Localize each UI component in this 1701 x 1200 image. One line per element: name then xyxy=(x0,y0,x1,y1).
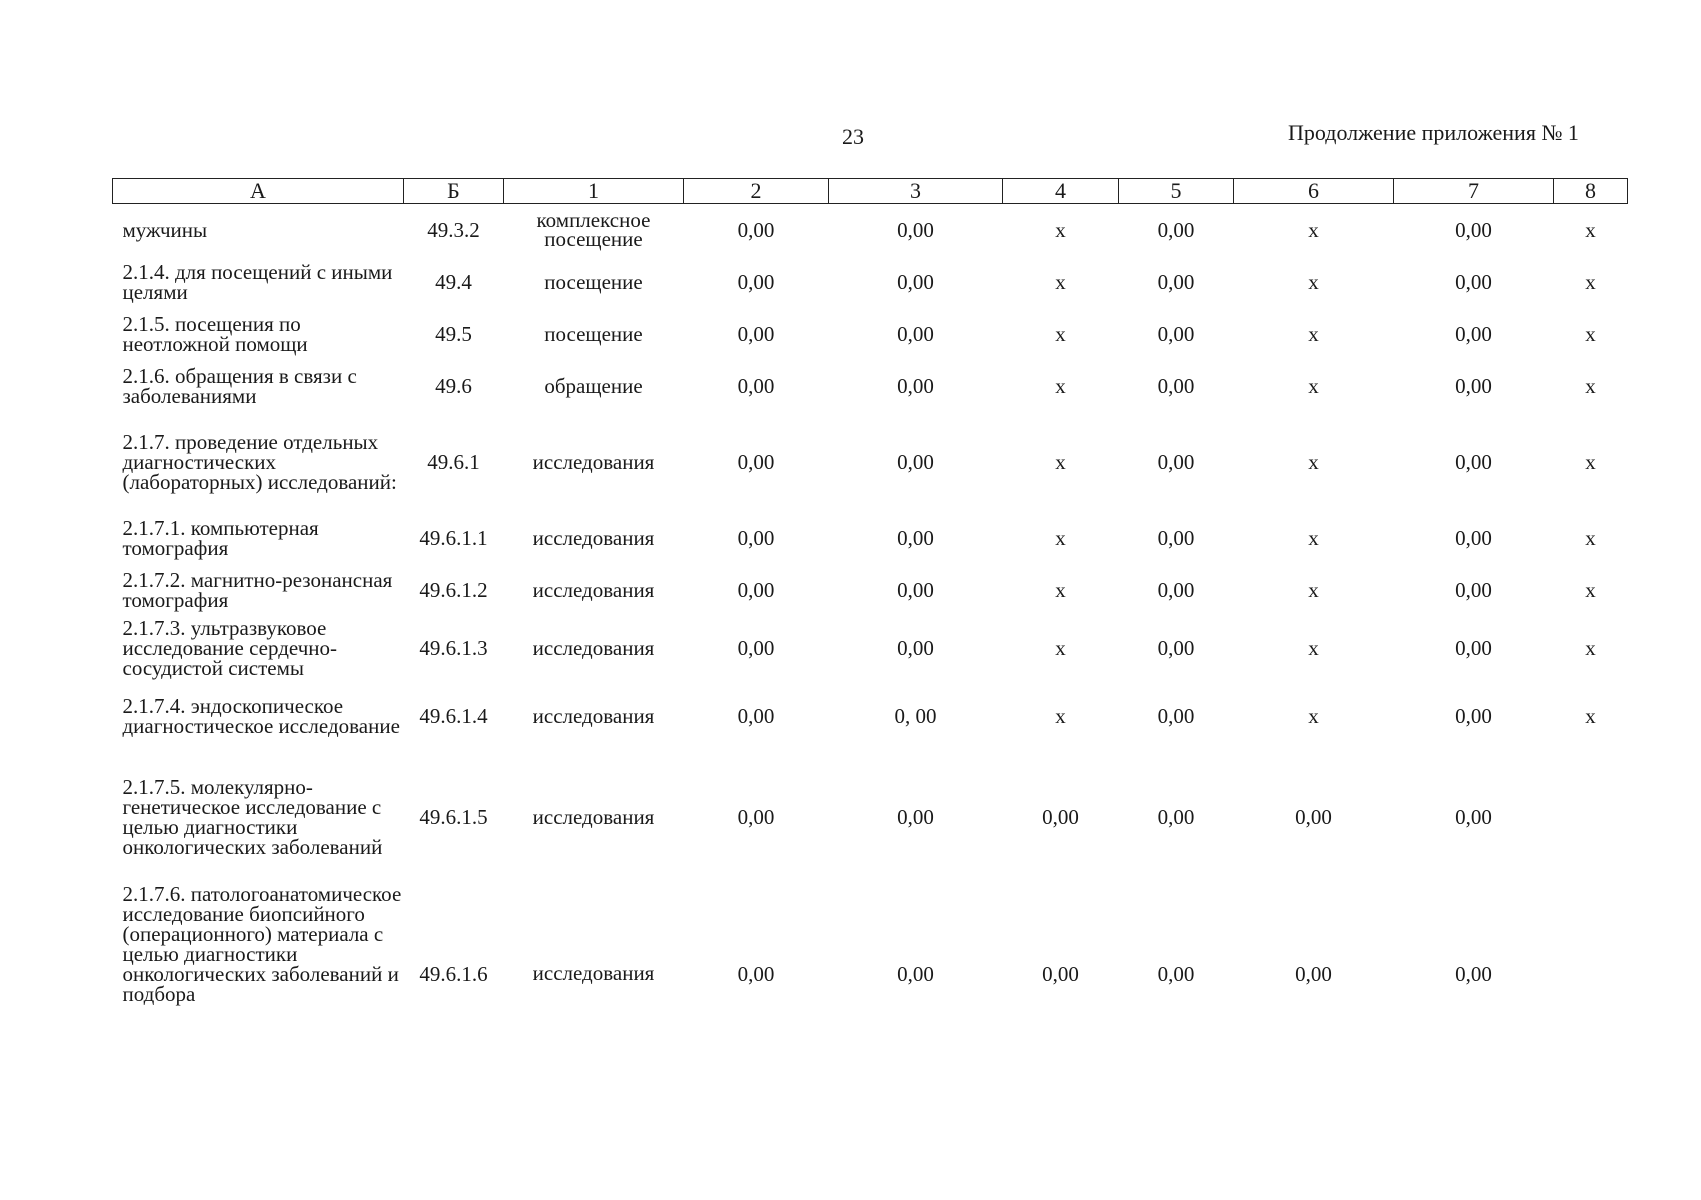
row-col-8: х xyxy=(1585,704,1596,728)
row-col-8 xyxy=(1554,882,1628,1160)
row-col-4: х xyxy=(1055,270,1066,294)
continuation-note: Продолжение приложения № 1 xyxy=(1288,120,1579,145)
table-row xyxy=(113,512,1628,564)
row-col-5: 0,00 xyxy=(1157,962,1195,986)
row-unit: посещение xyxy=(544,321,643,346)
row-col-4: х xyxy=(1055,526,1066,550)
table-row xyxy=(113,752,1628,882)
row-col-7: 0,00 xyxy=(1455,578,1492,602)
table-row xyxy=(113,256,1628,308)
row-col-7: 0,00 xyxy=(1455,450,1492,474)
row-col-2: 0,00 xyxy=(737,962,775,986)
row-col-7: 0,00 xyxy=(1455,805,1492,829)
row-col-2: 0,00 xyxy=(737,578,775,602)
row-col-2: 0,00 xyxy=(737,218,775,242)
row-col-5: 0,00 xyxy=(1157,270,1195,294)
column-header-3: 3 xyxy=(829,179,1003,204)
table-row xyxy=(113,616,1628,680)
row-col-8: х xyxy=(1585,218,1596,242)
row-col-8: х xyxy=(1585,374,1596,398)
row-col-6: 0,00 xyxy=(1295,962,1332,986)
row-col-8 xyxy=(1554,752,1628,882)
row-col-5: 0,00 xyxy=(1157,374,1195,398)
row-col-5: 0,00 xyxy=(1157,704,1195,728)
row-col-4: х xyxy=(1055,450,1066,474)
row-code: 49.6.1.5 xyxy=(419,805,488,829)
row-col-7: 0,00 xyxy=(1455,636,1492,660)
row-code: 49.3.2 xyxy=(427,218,480,242)
row-col-3: 0, 00 xyxy=(894,704,937,728)
row-col-2: 0,00 xyxy=(737,374,775,398)
row-col-6: 0,00 xyxy=(1295,805,1332,829)
row-col-6: х xyxy=(1308,526,1319,550)
row-name: 2.1.4. для посещений с иными целями xyxy=(122,260,393,304)
table-row xyxy=(113,680,1628,752)
row-code: 49.5 xyxy=(435,322,472,346)
row-col-7: 0,00 xyxy=(1455,270,1492,294)
row-col-4: х xyxy=(1055,374,1066,398)
table-row xyxy=(113,564,1628,616)
row-col-2: 0,00 xyxy=(737,322,775,346)
column-header-b: Б xyxy=(404,179,504,204)
row-col-4: 0,00 xyxy=(1042,962,1079,986)
row-col-6: х xyxy=(1308,322,1319,346)
row-col-8: х xyxy=(1585,450,1596,474)
row-col-2: 0,00 xyxy=(737,526,775,550)
row-col-2: 0,00 xyxy=(737,805,775,829)
row-col-6: х xyxy=(1308,218,1319,242)
row-col-5: 0,00 xyxy=(1157,322,1195,346)
table-row xyxy=(113,204,1628,257)
row-col-3: 0,00 xyxy=(897,526,934,550)
row-col-2: 0,00 xyxy=(737,450,775,474)
table-row xyxy=(113,360,1628,412)
row-col-8: х xyxy=(1585,578,1596,602)
row-col-6: х xyxy=(1308,374,1319,398)
row-col-6: х xyxy=(1308,270,1319,294)
row-col-4: 0,00 xyxy=(1042,805,1079,829)
row-col-3: 0,00 xyxy=(897,322,934,346)
row-name: 2.1.7. проведение отдельных диагностических (лабораторных) исследований: xyxy=(122,430,397,494)
row-code: 49.6.1 xyxy=(427,450,480,474)
row-unit: комплексное посещение xyxy=(536,208,651,251)
row-col-7: 0,00 xyxy=(1455,322,1492,346)
row-unit: исследования xyxy=(532,577,655,602)
row-code: 49.6 xyxy=(435,374,472,398)
row-name: мужчины xyxy=(122,218,208,242)
row-code: 49.6.1.3 xyxy=(419,636,488,660)
column-number-header-row xyxy=(113,179,1628,204)
row-col-3: 0,00 xyxy=(897,374,934,398)
row-col-7: 0,00 xyxy=(1455,526,1492,550)
row-col-8: х xyxy=(1585,270,1596,294)
row-col-3: 0,00 xyxy=(897,636,934,660)
row-name: 2.1.7.4. эндоскопическое диагностическое исследование xyxy=(122,694,400,738)
row-col-5: 0,00 xyxy=(1157,805,1195,829)
row-unit: исследования xyxy=(532,449,655,474)
row-col-6: х xyxy=(1308,636,1319,660)
row-col-5: 0,00 xyxy=(1157,450,1195,474)
row-name: 2.1.5. посещения по неотложной помощи xyxy=(122,312,308,356)
row-unit: обращение xyxy=(544,373,643,398)
row-col-4: х xyxy=(1055,218,1066,242)
row-col-2: 0,00 xyxy=(737,636,775,660)
row-name: 2.1.6. обращения в связи с заболеваниями xyxy=(122,364,357,408)
row-col-3: 0,00 xyxy=(897,578,934,602)
row-col-4: х xyxy=(1055,578,1066,602)
row-code: 49.6.1.1 xyxy=(419,526,488,550)
row-name: 2.1.7.3. ультразвуковое исследование сердечно-сосудистой системы xyxy=(122,616,337,680)
row-code: 49.6.1.6 xyxy=(419,962,488,986)
row-col-3: 0,00 xyxy=(897,270,934,294)
data-table xyxy=(112,178,1628,1160)
row-col-8: х xyxy=(1585,526,1596,550)
row-name: 2.1.7.2. магнитно-резонансная томография xyxy=(122,568,393,612)
row-code: 49.6.1.4 xyxy=(419,704,488,728)
row-col-6: х xyxy=(1308,704,1319,728)
column-header-2: 2 xyxy=(684,179,829,204)
row-col-2: 0,00 xyxy=(737,270,775,294)
row-unit: исследования xyxy=(532,961,655,985)
row-col-3: 0,00 xyxy=(897,218,934,242)
row-col-6: х xyxy=(1308,578,1319,602)
row-col-5: 0,00 xyxy=(1157,636,1195,660)
row-col-7: 0,00 xyxy=(1455,218,1492,242)
column-header-6: 6 xyxy=(1234,179,1394,204)
column-header-7: 7 xyxy=(1394,179,1554,204)
row-col-2: 0,00 xyxy=(737,704,775,728)
row-unit: исследования xyxy=(532,635,655,660)
row-col-8: х xyxy=(1585,636,1596,660)
row-code: 49.6.1.2 xyxy=(419,578,488,602)
column-header-1: 1 xyxy=(504,179,684,204)
row-unit: посещение xyxy=(544,269,643,294)
row-unit: исследования xyxy=(532,804,655,829)
table-row xyxy=(113,412,1628,512)
row-col-3: 0,00 xyxy=(897,805,934,829)
table-row xyxy=(113,882,1628,1160)
row-col-7: 0,00 xyxy=(1455,962,1492,986)
row-col-8: х xyxy=(1585,322,1596,346)
row-name: 2.1.7.1. компьютерная томография xyxy=(122,516,319,560)
column-header-4: 4 xyxy=(1003,179,1119,204)
column-header-a: А xyxy=(113,179,404,204)
row-col-7: 0,00 xyxy=(1455,374,1492,398)
row-code: 49.4 xyxy=(435,270,472,294)
row-col-3: 0,00 xyxy=(897,450,934,474)
row-col-3: 0,00 xyxy=(897,962,934,986)
column-header-5: 5 xyxy=(1119,179,1234,204)
row-col-5: 0,00 xyxy=(1157,578,1195,602)
row-name: 2.1.7.6. патологоанатомическое исследование биопсийного (операционного) материала с целью диагностики онкологических заболеваний и подбора xyxy=(122,882,402,1006)
row-col-4: х xyxy=(1055,704,1066,728)
row-col-5: 0,00 xyxy=(1157,526,1195,550)
row-unit: исследования xyxy=(532,525,655,550)
row-col-6: х xyxy=(1308,450,1319,474)
row-col-7: 0,00 xyxy=(1455,704,1492,728)
row-col-5: 0,00 xyxy=(1157,218,1195,242)
row-unit: исследования xyxy=(532,703,655,728)
row-col-4: х xyxy=(1055,322,1066,346)
row-name: 2.1.7.5. молекулярно-генетическое исследование с целью диагностики онкологических заболеваний xyxy=(122,775,383,859)
table-row xyxy=(113,308,1628,360)
row-col-4: х xyxy=(1055,636,1066,660)
column-header-8: 8 xyxy=(1554,179,1628,204)
page-number: 23 xyxy=(842,124,864,149)
